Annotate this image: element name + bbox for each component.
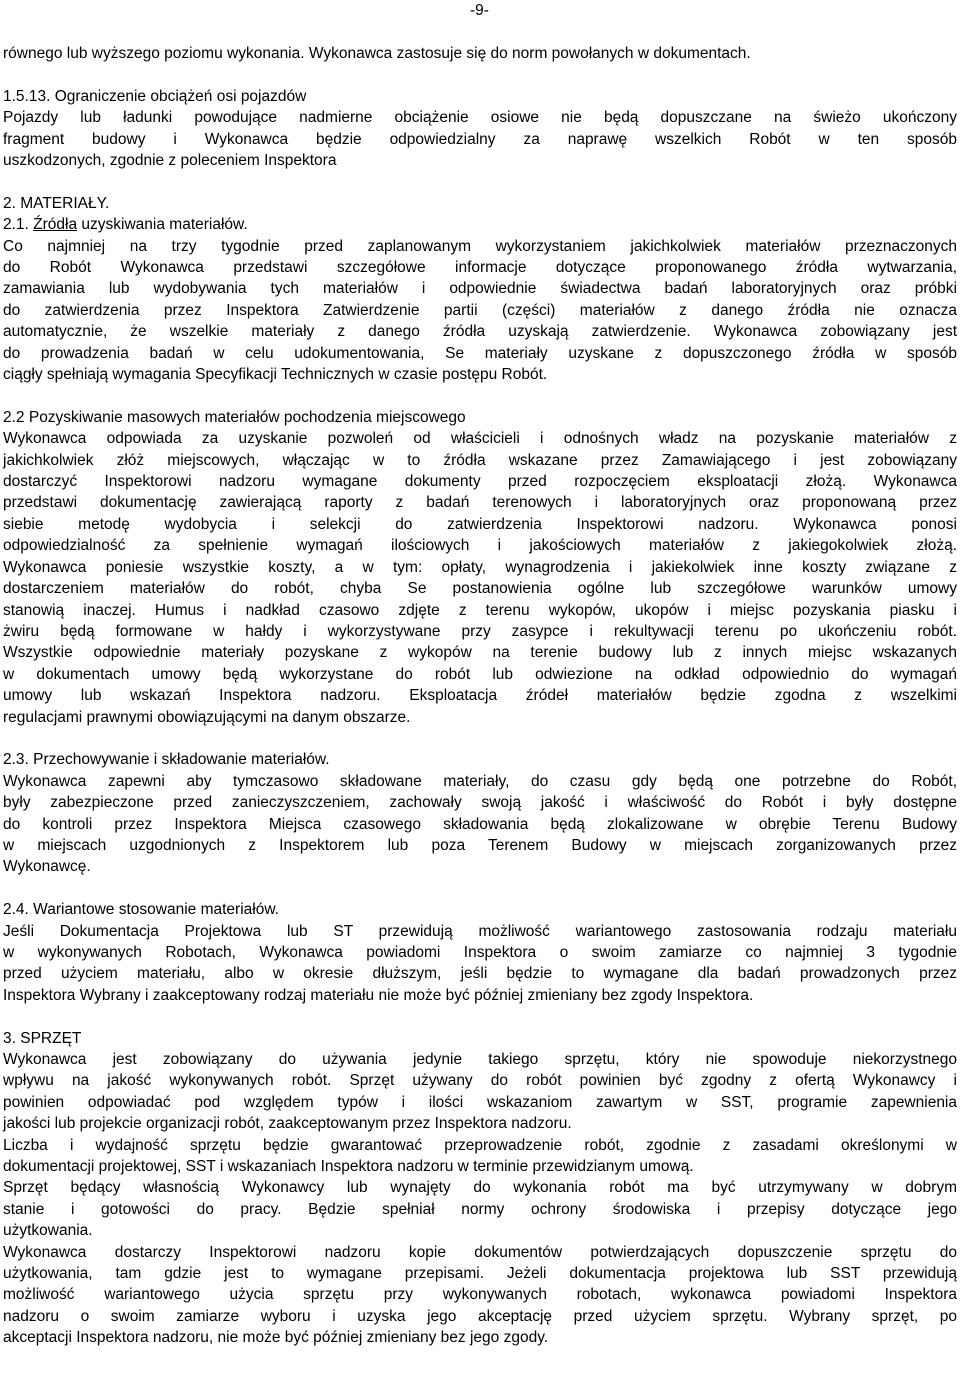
text-line: użytkowania.: [3, 1222, 93, 1240]
text-line: do zatwierdzenia przez Inspektora Zatwierdzenie partii (części) materiałów z danego źródła nie oznacza: [3, 301, 957, 319]
text-line: Wykonawca zapewni aby tymczasowo składowane materiały, do czasu gdy będą one potrzebne do Robót,: [3, 772, 957, 790]
text-line: odpowiedzialność za spełnienie wymagań ilościowych i jakościowych materiałów z jakiegokolwiek złożą.: [3, 537, 957, 555]
text-line: jakości lub projekcie organizacji robót, zaakceptowanym przez Inspektora nadzoru.: [3, 1115, 572, 1133]
paragraph-gap: [3, 878, 957, 899]
text-line: fragment budowy i Wykonawca będzie odpowiedzialny za naprawę wszelkich Robót w ten sposób: [3, 130, 957, 148]
text-line: do Robót Wykonawca przedstawi szczegółowe informacje dotyczące proponowanego źródła wytwarzania,: [3, 259, 957, 277]
document-body: [3, 43, 957, 1349]
text-line: 2.1. Źródła uzyskiwania materiałów.: [3, 216, 248, 234]
text-line: 2.3. Przechowywanie i składowanie materiałów.: [3, 751, 330, 769]
text-line: żwiru będą formowane w hałdy i wykorzystywane przy zasypce i rekultywacji terenu po ukończeniu robót.: [3, 622, 957, 640]
text-line: Wykonawcę.: [3, 858, 91, 876]
text-line: Wykonawca odpowiada za uzyskanie pozwoleń od właścicieli i odnośnych władz na pozyskanie materiałów z: [3, 430, 957, 448]
text-line: równego lub wyższego poziomu wykonania. Wykonawca zastosuje się do norm powołanych w dokumentach.: [3, 45, 751, 62]
text-line: Wszystkie odpowiednie materiały pozyskane z wykopów na terenie budowy lub z innych miejsc wskazanych: [3, 644, 957, 662]
text-line: Liczba i wydajność sprzętu będzie gwarantować przeprowadzenie robót, zgodnie z zasadami określonymi w: [3, 1136, 957, 1154]
text-line: uszkodzonych, zgodnie z poleceniem Inspektora: [3, 152, 337, 170]
text-line: do kontroli przez Inspektora Miejsca czasowego składowania będą zlokalizowane w obrębie Terenu Budowy: [3, 815, 957, 833]
underlined-text: Źródła: [33, 216, 78, 234]
paragraph-gap: [3, 171, 957, 192]
text-line: zamawiania lub wydobywania tych materiałów i odpowiednie świadectwa badań laboratoryjnych oraz próbki: [3, 280, 957, 298]
paragraph-gap: [3, 1006, 957, 1027]
text-line: stanie i gotowości do pracy. Będzie spełniał normy ochrony środowiska i przepisy dotyczące jego: [3, 1200, 957, 1218]
text-line: siebie metodę wydobycia i selekcji do zatwierdzenia Inspektorowi nadzoru. Wykonawca ponosi: [3, 515, 957, 533]
text-line: stanowią inaczej. Humus i nadkład czasowo zdjęte z terenu wykopów, ukopów i miejsc pozyskania piasku i: [3, 601, 957, 619]
text-line: nadzoru o swoim zamiarze wyboru i uzyska jego akceptację przed użyciem sprzętu. Wybrany sprzęt, po: [3, 1307, 957, 1325]
text-line: wpływu na jakość wykonywanych robót. Sprzęt używany do robót powinien być zgodny z ofertą Wykonawcy i: [3, 1072, 957, 1090]
paragraph-gap: [3, 64, 957, 85]
text-line: 1.5.13. Ograniczenie obciążeń osi pojazdów: [3, 87, 307, 105]
text-line: 2. MATERIAŁY.: [3, 194, 110, 212]
text-line: użytkowania, tam gdzie jest to wymagane przepisami. Jeżeli dokumentacja projektowa lub SST przewidują: [3, 1265, 957, 1283]
text-line: Wykonawca dostarczy Inspektorowi nadzoru kopie dokumentów potwierdzających dopuszczenie sprzętu do: [3, 1243, 957, 1261]
text-line: w miejscach uzgodnionych z Inspektorem lub poza Terenem Budowy w miejscach zorganizowanych przez: [3, 836, 957, 854]
text-line: regulacjami prawnymi obowiązującymi na danym obszarze.: [3, 708, 411, 726]
text-line: do prowadzenia badań w celu udokumentowania, Se materiały uzyskane z dopuszczonego źródła w sposób: [3, 344, 957, 362]
text-line: 3. SPRZĘT: [3, 1029, 82, 1047]
text-line: Wykonawca poniesie wszystkie koszty, a w tym: opłaty, wynagrodzenia i jakiekolwiek inne koszty związane z: [3, 558, 957, 576]
paragraph-gap: [3, 728, 957, 749]
text-line: 2.2 Pozyskiwanie masowych materiałów pochodzenia miejscowego: [3, 408, 466, 426]
text-line: Jeśli Dokumentacja Projektowa lub ST przewidują możliwość wariantowego zastosowania rodzaju materiału: [3, 922, 957, 940]
text-line: akceptacji Inspektora nadzoru, nie może być później zmieniany bez jego zgody.: [3, 1329, 549, 1347]
text-line: Co najmniej na trzy tygodnie przed zaplanowanym wykorzystaniem jakichkolwiek materiałów przeznaczonych: [3, 237, 957, 255]
text-line: w dokumentach umowy będą wykorzystane do robót lub odwiezione na odkład odpowiednio do wymagań: [3, 665, 957, 683]
text-line: umowy lub wskazań Inspektora nadzoru. Eksploatacja źródeł materiałów będzie zgodna z wszelkimi: [3, 687, 957, 705]
text-line: dostarczyć Inspektorowi nadzoru wymagane dokumenty przed rozpoczęciem eksploatacji złożą. Wykonawca: [3, 473, 957, 491]
text-line: automatycznie, że wszelkie materiały z danego źródła uzyskają zatwierdzenie. Wykonawca zobowiązany jest: [3, 323, 957, 341]
text-line: były zabezpieczone przed zanieczyszczeniem, zachowały swoją jakość i właściwość do Robót i były dostępne: [3, 794, 957, 812]
text-line: Pojazdy lub ładunki powodujące nadmierne obciążenie osiowe nie będą dopuszczane na świeżo ukończony: [3, 109, 957, 127]
text-line: jakichkolwiek złóż miejscowych, włączając w to źródła wskazane przez Zamawiającego i jest zobowiązany: [3, 451, 957, 469]
paragraph-gap: [3, 385, 957, 406]
text-line: przed użyciem materiału, albo w okresie dłuższym, jeśli będzie to wymagane dla badań prowadzonych przez: [3, 965, 957, 983]
text-line: Sprzęt będący własnością Wykonawcy lub wynajęty do wykonania robót ma być utrzymywany w dobrym: [3, 1179, 957, 1197]
text-line: możliwość wariantowego użycia sprzętu przy wykonywanych robotach, wykonawca powiadomi Inspektora: [3, 1286, 957, 1304]
page-number: -9-: [470, 2, 489, 19]
text-line: Inspektora Wybrany i zaakceptowany rodzaj materiału nie może być później zmieniany bez zgody Inspektora.: [3, 986, 754, 1004]
text-line: Wykonawca jest zobowiązany do używania jedynie takiego sprzętu, który nie spowoduje niekorzystnego: [3, 1051, 957, 1068]
text-line: dokumentacji projektowej, SST i wskazaniach Inspektora nadzoru w terminie przewidzianym umową.: [3, 1158, 694, 1176]
text-line: powinien odpowiadać pod względem typów i ilości wskazaniom zawartym w SST, programie zapewnienia: [3, 1093, 957, 1111]
text-line: przedstawi dokumentację zawierającą raporty z badań terenowych i laboratoryjnych oraz proponowaną przez: [3, 494, 957, 512]
text-line: dostarczeniem materiałów do robót, chyba Se postanowienia ogólne lub szczegółowe warunków umowy: [3, 580, 957, 598]
text-line: w wykonywanych Robotach, Wykonawca powiadomi Inspektora o swoim zamiarze co najmniej 3 tygodnie: [3, 943, 957, 961]
text-line: 2.4. Wariantowe stosowanie materiałów.: [3, 901, 279, 919]
text-line: ciągły spełniają wymagania Specyfikacji Technicznych w czasie postępu Robót.: [3, 366, 548, 384]
